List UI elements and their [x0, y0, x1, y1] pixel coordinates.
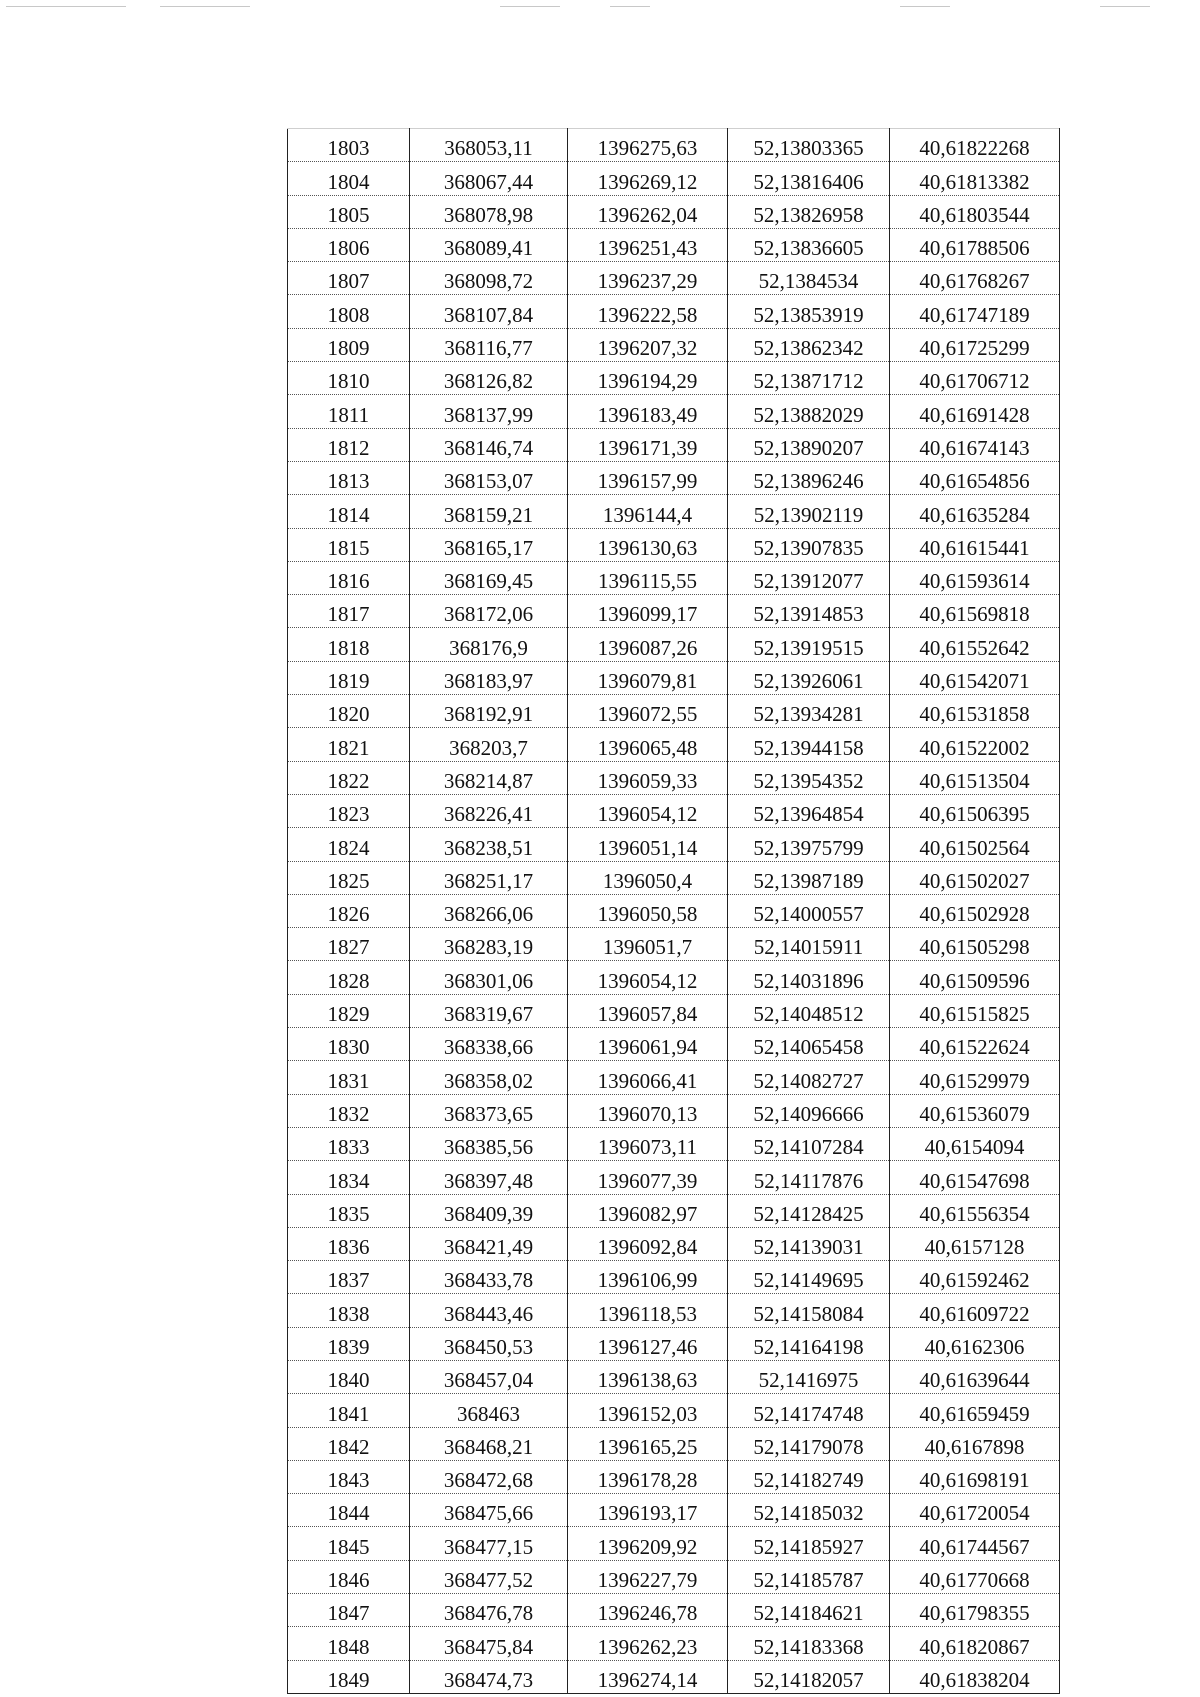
- point-number-cell: 1815: [288, 528, 410, 561]
- point-number-cell: 1816: [288, 561, 410, 594]
- x-coordinate-cell: 368301,06: [410, 961, 568, 994]
- y-coordinate-cell: 1396051,14: [568, 828, 728, 861]
- table-row: [288, 1427, 1060, 1460]
- y-coordinate-cell: 1396178,28: [568, 1460, 728, 1493]
- point-number-cell: 1814: [288, 495, 410, 528]
- table-row: [288, 228, 1060, 261]
- x-coordinate-cell: 368476,78: [410, 1594, 568, 1627]
- x-coordinate-cell: 368214,87: [410, 761, 568, 794]
- table-row: [288, 661, 1060, 694]
- point-number-cell: 1848: [288, 1627, 410, 1660]
- latitude-cell: 52,13926061: [728, 661, 890, 694]
- x-coordinate-cell: 368183,97: [410, 661, 568, 694]
- point-number-cell: 1808: [288, 295, 410, 328]
- y-coordinate-cell: 1396061,94: [568, 1028, 728, 1061]
- latitude-cell: 52,14096666: [728, 1094, 890, 1127]
- table-row: [288, 861, 1060, 894]
- y-coordinate-cell: 1396262,23: [568, 1627, 728, 1660]
- table-row: [288, 1494, 1060, 1527]
- longitude-cell: 40,61706712: [890, 362, 1060, 395]
- longitude-cell: 40,61502027: [890, 861, 1060, 894]
- table-row: [288, 328, 1060, 361]
- longitude-cell: 40,61798355: [890, 1594, 1060, 1627]
- y-coordinate-cell: 1396127,46: [568, 1327, 728, 1360]
- point-number-cell: 1804: [288, 162, 410, 195]
- longitude-cell: 40,61698191: [890, 1460, 1060, 1493]
- x-coordinate-cell: 368433,78: [410, 1261, 568, 1294]
- point-number-cell: 1830: [288, 1028, 410, 1061]
- longitude-cell: 40,6162306: [890, 1327, 1060, 1360]
- y-coordinate-cell: 1396106,99: [568, 1261, 728, 1294]
- latitude-cell: 52,13919515: [728, 628, 890, 661]
- table-row: [288, 928, 1060, 961]
- x-coordinate-cell: 368107,84: [410, 295, 568, 328]
- table-row: [288, 1127, 1060, 1160]
- x-coordinate-cell: 368078,98: [410, 195, 568, 228]
- longitude-cell: 40,61747189: [890, 295, 1060, 328]
- longitude-cell: 40,61593614: [890, 561, 1060, 594]
- x-coordinate-cell: 368165,17: [410, 528, 568, 561]
- x-coordinate-cell: 368409,39: [410, 1194, 568, 1227]
- latitude-cell: 52,13862342: [728, 328, 890, 361]
- longitude-cell: 40,61691428: [890, 395, 1060, 428]
- y-coordinate-cell: 1396059,33: [568, 761, 728, 794]
- y-coordinate-cell: 1396207,32: [568, 328, 728, 361]
- table-row: [288, 561, 1060, 594]
- latitude-cell: 52,14149695: [728, 1261, 890, 1294]
- latitude-cell: 52,13912077: [728, 561, 890, 594]
- y-coordinate-cell: 1396144,4: [568, 495, 728, 528]
- y-coordinate-cell: 1396079,81: [568, 661, 728, 694]
- latitude-cell: 52,14184621: [728, 1594, 890, 1627]
- latitude-cell: 52,14158084: [728, 1294, 890, 1327]
- table-row: [288, 595, 1060, 628]
- table-row: [288, 894, 1060, 927]
- longitude-cell: 40,61552642: [890, 628, 1060, 661]
- point-number-cell: 1821: [288, 728, 410, 761]
- point-number-cell: 1838: [288, 1294, 410, 1327]
- latitude-cell: 52,13975799: [728, 828, 890, 861]
- table-row: [288, 428, 1060, 461]
- longitude-cell: 40,61744567: [890, 1527, 1060, 1560]
- longitude-cell: 40,61529979: [890, 1061, 1060, 1094]
- table-row: [288, 1527, 1060, 1560]
- point-number-cell: 1825: [288, 861, 410, 894]
- longitude-cell: 40,61674143: [890, 428, 1060, 461]
- longitude-cell: 40,61768267: [890, 262, 1060, 295]
- table-row: [288, 1627, 1060, 1660]
- latitude-cell: 52,13907835: [728, 528, 890, 561]
- x-coordinate-cell: 368472,68: [410, 1460, 568, 1493]
- y-coordinate-cell: 1396082,97: [568, 1194, 728, 1227]
- latitude-cell: 52,14185787: [728, 1560, 890, 1593]
- y-coordinate-cell: 1396073,11: [568, 1127, 728, 1160]
- longitude-cell: 40,61635284: [890, 495, 1060, 528]
- latitude-cell: 52,13871712: [728, 362, 890, 395]
- point-number-cell: 1805: [288, 195, 410, 228]
- longitude-cell: 40,61838204: [890, 1660, 1060, 1693]
- y-coordinate-cell: 1396057,84: [568, 994, 728, 1027]
- longitude-cell: 40,61522002: [890, 728, 1060, 761]
- point-number-cell: 1847: [288, 1594, 410, 1627]
- latitude-cell: 52,14128425: [728, 1194, 890, 1227]
- longitude-cell: 40,61513504: [890, 761, 1060, 794]
- point-number-cell: 1837: [288, 1261, 410, 1294]
- table-row: [288, 1560, 1060, 1593]
- y-coordinate-cell: 1396065,48: [568, 728, 728, 761]
- table-row: [288, 628, 1060, 661]
- table-row: [288, 262, 1060, 295]
- point-number-cell: 1806: [288, 228, 410, 261]
- x-coordinate-cell: 368468,21: [410, 1427, 568, 1460]
- longitude-cell: 40,61609722: [890, 1294, 1060, 1327]
- latitude-cell: 52,13826958: [728, 195, 890, 228]
- table-row: [288, 495, 1060, 528]
- table-row: [288, 395, 1060, 428]
- point-number-cell: 1845: [288, 1527, 410, 1560]
- latitude-cell: 52,14139031: [728, 1227, 890, 1260]
- table-row: [288, 961, 1060, 994]
- x-coordinate-cell: 368474,73: [410, 1660, 568, 1693]
- point-number-cell: 1809: [288, 328, 410, 361]
- coordinates-table: [287, 128, 1060, 1694]
- latitude-cell: 52,13882029: [728, 395, 890, 428]
- x-coordinate-cell: 368358,02: [410, 1061, 568, 1094]
- point-number-cell: 1833: [288, 1127, 410, 1160]
- longitude-cell: 40,61556354: [890, 1194, 1060, 1227]
- longitude-cell: 40,61788506: [890, 228, 1060, 261]
- table-row: [288, 1294, 1060, 1327]
- latitude-cell: 52,14185032: [728, 1494, 890, 1527]
- y-coordinate-cell: 1396077,39: [568, 1161, 728, 1194]
- x-coordinate-cell: 368475,84: [410, 1627, 568, 1660]
- longitude-cell: 40,61659459: [890, 1394, 1060, 1427]
- latitude-cell: 52,14174748: [728, 1394, 890, 1427]
- longitude-cell: 40,61502928: [890, 894, 1060, 927]
- y-coordinate-cell: 1396054,12: [568, 961, 728, 994]
- table-row: [288, 162, 1060, 195]
- longitude-cell: 40,61615441: [890, 528, 1060, 561]
- table-row: [288, 195, 1060, 228]
- x-coordinate-cell: 368098,72: [410, 262, 568, 295]
- point-number-cell: 1819: [288, 661, 410, 694]
- y-coordinate-cell: 1396269,12: [568, 162, 728, 195]
- table-row: [288, 362, 1060, 395]
- point-number-cell: 1828: [288, 961, 410, 994]
- latitude-cell: 52,13896246: [728, 461, 890, 494]
- y-coordinate-cell: 1396165,25: [568, 1427, 728, 1460]
- x-coordinate-cell: 368338,66: [410, 1028, 568, 1061]
- latitude-cell: 52,14185927: [728, 1527, 890, 1560]
- x-coordinate-cell: 368385,56: [410, 1127, 568, 1160]
- table-row: [288, 1660, 1060, 1693]
- table-row: [288, 994, 1060, 1027]
- point-number-cell: 1834: [288, 1161, 410, 1194]
- x-coordinate-cell: 368126,82: [410, 362, 568, 395]
- y-coordinate-cell: 1396138,63: [568, 1360, 728, 1393]
- table-row: [288, 695, 1060, 728]
- longitude-cell: 40,61505298: [890, 928, 1060, 961]
- point-number-cell: 1844: [288, 1494, 410, 1527]
- point-number-cell: 1826: [288, 894, 410, 927]
- x-coordinate-cell: 368238,51: [410, 828, 568, 861]
- y-coordinate-cell: 1396194,29: [568, 362, 728, 395]
- y-coordinate-cell: 1396237,29: [568, 262, 728, 295]
- x-coordinate-cell: 368373,65: [410, 1094, 568, 1127]
- table-row: [288, 1360, 1060, 1393]
- latitude-cell: 52,13954352: [728, 761, 890, 794]
- y-coordinate-cell: 1396099,17: [568, 595, 728, 628]
- latitude-cell: 52,14183368: [728, 1627, 890, 1660]
- table-row: [288, 1460, 1060, 1493]
- point-number-cell: 1849: [288, 1660, 410, 1693]
- table-row: [288, 1094, 1060, 1127]
- point-number-cell: 1841: [288, 1394, 410, 1427]
- table-row: [288, 1227, 1060, 1260]
- x-coordinate-cell: 368266,06: [410, 894, 568, 927]
- longitude-cell: 40,61506395: [890, 794, 1060, 827]
- x-coordinate-cell: 368137,99: [410, 395, 568, 428]
- point-number-cell: 1811: [288, 395, 410, 428]
- y-coordinate-cell: 1396070,13: [568, 1094, 728, 1127]
- longitude-cell: 40,61515825: [890, 994, 1060, 1027]
- y-coordinate-cell: 1396066,41: [568, 1061, 728, 1094]
- latitude-cell: 52,13853919: [728, 295, 890, 328]
- longitude-cell: 40,61720054: [890, 1494, 1060, 1527]
- x-coordinate-cell: 368421,49: [410, 1227, 568, 1260]
- latitude-cell: 52,13944158: [728, 728, 890, 761]
- y-coordinate-cell: 1396262,04: [568, 195, 728, 228]
- latitude-cell: 52,13902119: [728, 495, 890, 528]
- latitude-cell: 52,14179078: [728, 1427, 890, 1460]
- table-row: [288, 1194, 1060, 1227]
- x-coordinate-cell: 368477,15: [410, 1527, 568, 1560]
- longitude-cell: 40,6157128: [890, 1227, 1060, 1260]
- latitude-cell: 52,13890207: [728, 428, 890, 461]
- longitude-cell: 40,61820867: [890, 1627, 1060, 1660]
- table-row: [288, 1327, 1060, 1360]
- longitude-cell: 40,61542071: [890, 661, 1060, 694]
- point-number-cell: 1829: [288, 994, 410, 1027]
- table-row: [288, 295, 1060, 328]
- y-coordinate-cell: 1396275,63: [568, 129, 728, 162]
- latitude-cell: 52,14182749: [728, 1460, 890, 1493]
- x-coordinate-cell: 368116,77: [410, 328, 568, 361]
- point-number-cell: 1824: [288, 828, 410, 861]
- y-coordinate-cell: 1396183,49: [568, 395, 728, 428]
- x-coordinate-cell: 368089,41: [410, 228, 568, 261]
- latitude-cell: 52,14117876: [728, 1161, 890, 1194]
- x-coordinate-cell: 368463: [410, 1394, 568, 1427]
- table-row: [288, 1261, 1060, 1294]
- latitude-cell: 52,14182057: [728, 1660, 890, 1693]
- x-coordinate-cell: 368203,7: [410, 728, 568, 761]
- point-number-cell: 1812: [288, 428, 410, 461]
- x-coordinate-cell: 368457,04: [410, 1360, 568, 1393]
- longitude-cell: 40,61822268: [890, 129, 1060, 162]
- y-coordinate-cell: 1396222,58: [568, 295, 728, 328]
- latitude-cell: 52,14000557: [728, 894, 890, 927]
- latitude-cell: 52,14164198: [728, 1327, 890, 1360]
- latitude-cell: 52,14048512: [728, 994, 890, 1027]
- y-coordinate-cell: 1396251,43: [568, 228, 728, 261]
- latitude-cell: 52,14107284: [728, 1127, 890, 1160]
- table-row: [288, 828, 1060, 861]
- longitude-cell: 40,6167898: [890, 1427, 1060, 1460]
- x-coordinate-cell: 368169,45: [410, 561, 568, 594]
- y-coordinate-cell: 1396157,99: [568, 461, 728, 494]
- longitude-cell: 40,61639644: [890, 1360, 1060, 1393]
- longitude-cell: 40,61813382: [890, 162, 1060, 195]
- y-coordinate-cell: 1396227,79: [568, 1560, 728, 1593]
- point-number-cell: 1803: [288, 129, 410, 162]
- point-number-cell: 1820: [288, 695, 410, 728]
- latitude-cell: 52,13914853: [728, 595, 890, 628]
- point-number-cell: 1846: [288, 1560, 410, 1593]
- y-coordinate-cell: 1396274,14: [568, 1660, 728, 1693]
- y-coordinate-cell: 1396050,4: [568, 861, 728, 894]
- latitude-cell: 52,13934281: [728, 695, 890, 728]
- table-row: [288, 794, 1060, 827]
- x-coordinate-cell: 368067,44: [410, 162, 568, 195]
- y-coordinate-cell: 1396051,7: [568, 928, 728, 961]
- x-coordinate-cell: 368251,17: [410, 861, 568, 894]
- coordinates-table-body: [288, 129, 1060, 1694]
- y-coordinate-cell: 1396193,17: [568, 1494, 728, 1527]
- latitude-cell: 52,13803365: [728, 129, 890, 162]
- table-row: [288, 1161, 1060, 1194]
- point-number-cell: 1807: [288, 262, 410, 295]
- longitude-cell: 40,61531858: [890, 695, 1060, 728]
- point-number-cell: 1817: [288, 595, 410, 628]
- y-coordinate-cell: 1396209,92: [568, 1527, 728, 1560]
- point-number-cell: 1810: [288, 362, 410, 395]
- latitude-cell: 52,1416975: [728, 1360, 890, 1393]
- y-coordinate-cell: 1396054,12: [568, 794, 728, 827]
- x-coordinate-cell: 368319,67: [410, 994, 568, 1027]
- x-coordinate-cell: 368397,48: [410, 1161, 568, 1194]
- point-number-cell: 1831: [288, 1061, 410, 1094]
- point-number-cell: 1827: [288, 928, 410, 961]
- table-row: [288, 129, 1060, 162]
- point-number-cell: 1813: [288, 461, 410, 494]
- y-coordinate-cell: 1396152,03: [568, 1394, 728, 1427]
- latitude-cell: 52,14082727: [728, 1061, 890, 1094]
- longitude-cell: 40,61770668: [890, 1560, 1060, 1593]
- point-number-cell: 1843: [288, 1460, 410, 1493]
- x-coordinate-cell: 368192,91: [410, 695, 568, 728]
- x-coordinate-cell: 368176,9: [410, 628, 568, 661]
- y-coordinate-cell: 1396115,55: [568, 561, 728, 594]
- x-coordinate-cell: 368283,19: [410, 928, 568, 961]
- x-coordinate-cell: 368153,07: [410, 461, 568, 494]
- x-coordinate-cell: 368443,46: [410, 1294, 568, 1327]
- point-number-cell: 1836: [288, 1227, 410, 1260]
- latitude-cell: 52,1384534: [728, 262, 890, 295]
- latitude-cell: 52,13987189: [728, 861, 890, 894]
- point-number-cell: 1832: [288, 1094, 410, 1127]
- y-coordinate-cell: 1396130,63: [568, 528, 728, 561]
- longitude-cell: 40,61725299: [890, 328, 1060, 361]
- x-coordinate-cell: 368450,53: [410, 1327, 568, 1360]
- table-row: [288, 1061, 1060, 1094]
- point-number-cell: 1818: [288, 628, 410, 661]
- point-number-cell: 1822: [288, 761, 410, 794]
- y-coordinate-cell: 1396171,39: [568, 428, 728, 461]
- longitude-cell: 40,61654856: [890, 461, 1060, 494]
- latitude-cell: 52,13964854: [728, 794, 890, 827]
- x-coordinate-cell: 368475,66: [410, 1494, 568, 1527]
- longitude-cell: 40,61803544: [890, 195, 1060, 228]
- x-coordinate-cell: 368172,06: [410, 595, 568, 628]
- x-coordinate-cell: 368226,41: [410, 794, 568, 827]
- y-coordinate-cell: 1396092,84: [568, 1227, 728, 1260]
- x-coordinate-cell: 368146,74: [410, 428, 568, 461]
- point-number-cell: 1835: [288, 1194, 410, 1227]
- x-coordinate-cell: 368053,11: [410, 129, 568, 162]
- table-row: [288, 1594, 1060, 1627]
- longitude-cell: 40,61502564: [890, 828, 1060, 861]
- x-coordinate-cell: 368159,21: [410, 495, 568, 528]
- table-row: [288, 461, 1060, 494]
- y-coordinate-cell: 1396072,55: [568, 695, 728, 728]
- y-coordinate-cell: 1396087,26: [568, 628, 728, 661]
- point-number-cell: 1840: [288, 1360, 410, 1393]
- latitude-cell: 52,13816406: [728, 162, 890, 195]
- point-number-cell: 1823: [288, 794, 410, 827]
- table-row: [288, 728, 1060, 761]
- y-coordinate-cell: 1396050,58: [568, 894, 728, 927]
- longitude-cell: 40,61569818: [890, 595, 1060, 628]
- point-number-cell: 1839: [288, 1327, 410, 1360]
- table-row: [288, 761, 1060, 794]
- table-row: [288, 1028, 1060, 1061]
- scan-artifact-header: [0, 6, 1200, 12]
- longitude-cell: 40,61592462: [890, 1261, 1060, 1294]
- longitude-cell: 40,6154094: [890, 1127, 1060, 1160]
- point-number-cell: 1842: [288, 1427, 410, 1460]
- table-row: [288, 528, 1060, 561]
- x-coordinate-cell: 368477,52: [410, 1560, 568, 1593]
- y-coordinate-cell: 1396246,78: [568, 1594, 728, 1627]
- longitude-cell: 40,61536079: [890, 1094, 1060, 1127]
- latitude-cell: 52,14015911: [728, 928, 890, 961]
- table-row: [288, 1394, 1060, 1427]
- longitude-cell: 40,61547698: [890, 1161, 1060, 1194]
- latitude-cell: 52,13836605: [728, 228, 890, 261]
- latitude-cell: 52,14065458: [728, 1028, 890, 1061]
- longitude-cell: 40,61509596: [890, 961, 1060, 994]
- latitude-cell: 52,14031896: [728, 961, 890, 994]
- longitude-cell: 40,61522624: [890, 1028, 1060, 1061]
- y-coordinate-cell: 1396118,53: [568, 1294, 728, 1327]
